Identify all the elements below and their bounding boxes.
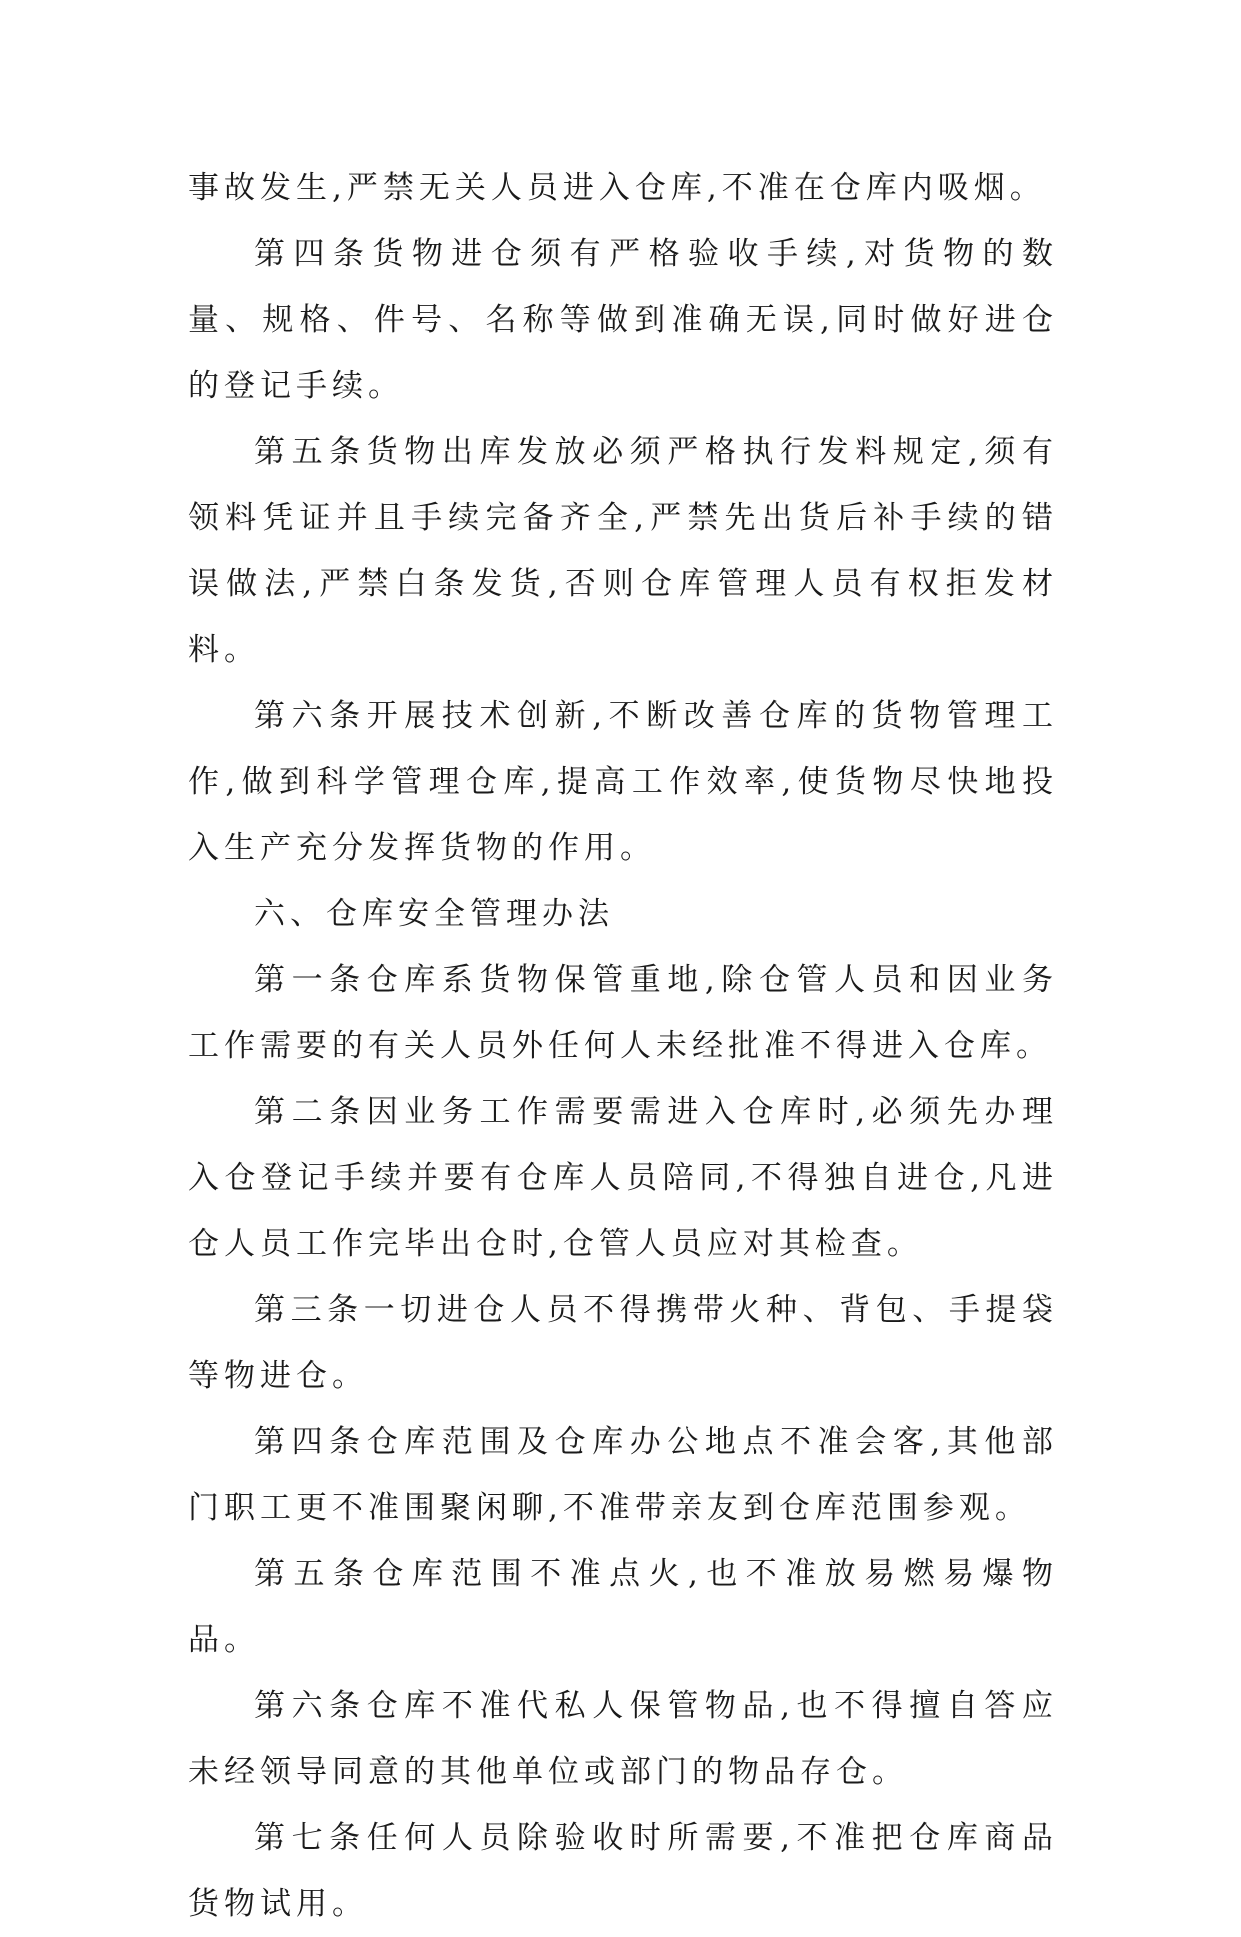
paragraph-safety-article-2: 第二条因业务工作需要需进入仓库时,必须先办理入仓登记手续并要有仓库人员陪同,不得独自进仓,凡进仓人员工作完毕出仓时,仓管人员应对其检查。 <box>188 1094 1058 1262</box>
paragraph-article-5-issuing: 第五条货物出库发放必须严格执行发料规定,须有领料凭证并且手续完备齐全,严禁先出货后补手续的错误做法,严禁白条发货,否则仓库管理人员有权拒发材料。 <box>188 434 1058 668</box>
paragraph-safety-article-3: 第三条一切进仓人员不得携带火种、背包、手提袋等物进仓。 <box>188 1292 1058 1394</box>
paragraph-safety-article-1: 第一条仓库系货物保管重地,除仓管人员和因业务工作需要的有关人员外任何人未经批准不得进入仓库。 <box>188 962 1058 1064</box>
paragraph-safety-article-6: 第六条仓库不准代私人保管物品,也不得擅自答应未经领导同意的其他单位或部门的物品存仓。 <box>188 1688 1058 1790</box>
section-heading-safety: 六、仓库安全管理办法 <box>254 896 614 932</box>
paragraph-article-6-innovation: 第六条开展技术创新,不断改善仓库的货物管理工作,做到科学管理仓库,提高工作效率,使货物尽快地投入生产充分发挥货物的作用。 <box>188 698 1058 866</box>
paragraph-safety-article-5: 第五条仓库范围不准点火,也不准放易燃易爆物品。 <box>188 1556 1058 1658</box>
paragraph-article-4-receiving: 第四条货物进仓须有严格验收手续,对货物的数量、规格、件号、名称等做到准确无误,同时做好进仓的登记手续。 <box>188 236 1058 404</box>
paragraph-safety-article-7: 第七条任何人员除验收时所需要,不准把仓库商品货物试用。 <box>188 1820 1058 1922</box>
document-body <box>188 155 1058 1937</box>
paragraph-accident-prevention: 事故发生,严禁无关人员进入仓库,不准在仓库内吸烟。 <box>188 170 1046 206</box>
paragraph-safety-article-4: 第四条仓库范围及仓库办公地点不准会客,其他部门职工更不准围聚闲聊,不准带亲友到仓库范围参观。 <box>188 1424 1058 1526</box>
